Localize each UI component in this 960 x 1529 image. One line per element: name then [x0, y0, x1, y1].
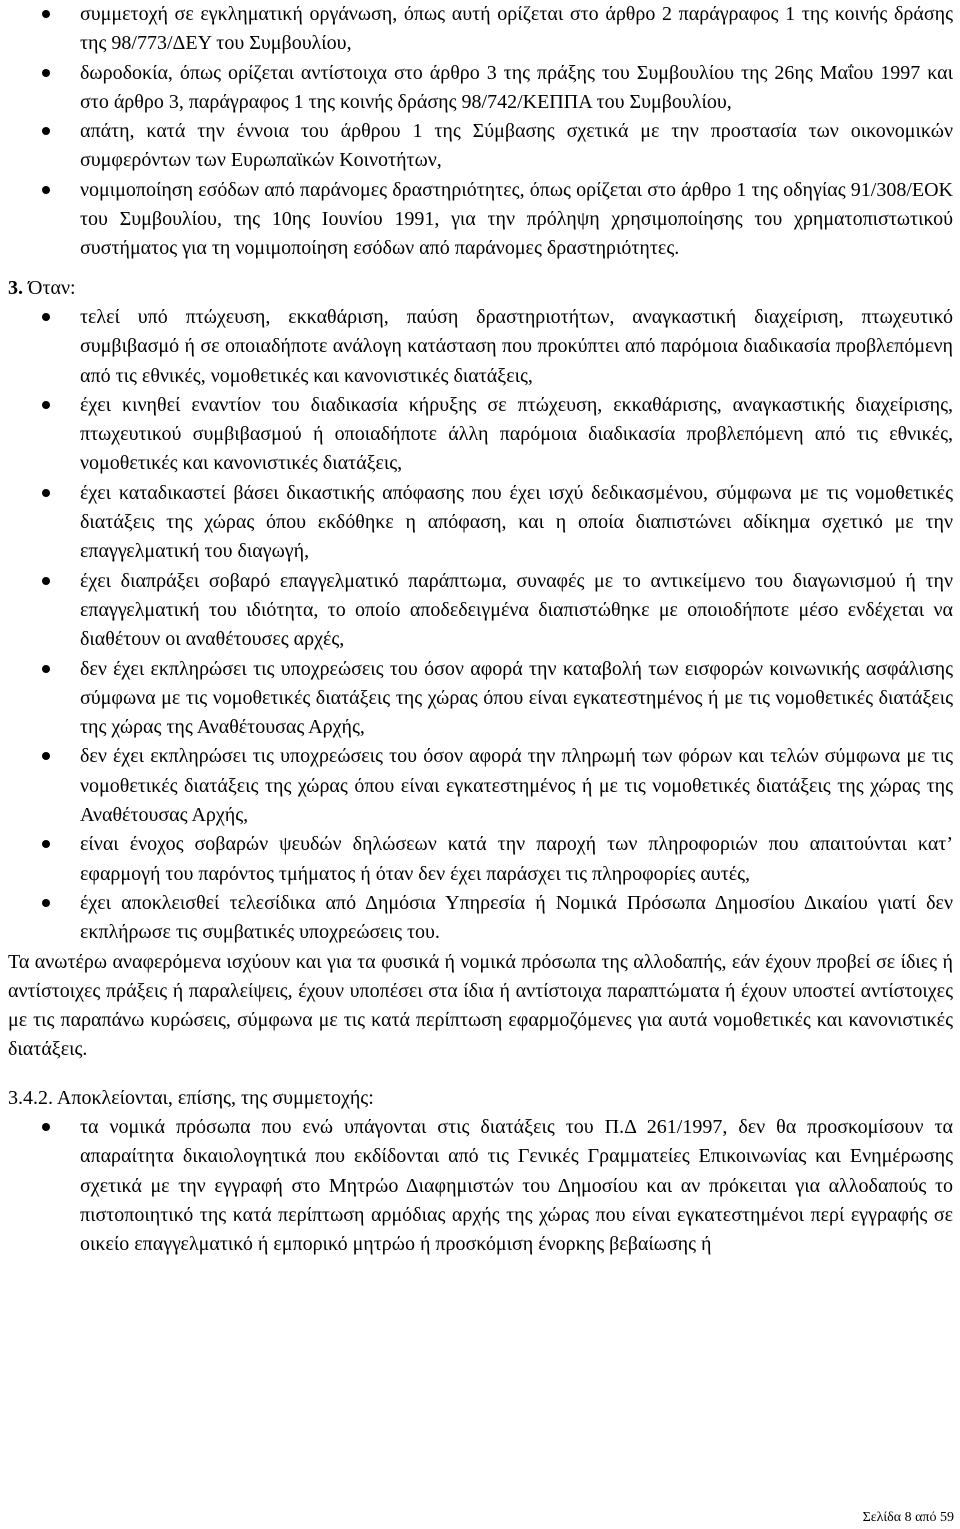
- list-item: τελεί υπό πτώχευση, εκκαθάριση, παύση δραστηριοτήτων, αναγκαστική διαχείριση, πτωχευτικό συμβιβασμό ή σε οποιαδήποτε ανάλογη κατάσταση που προκύπτει από παρόμοια διαδικασία προβλεπόμενη από τις εθνικές, νομοθετικές και κανονιστικές διατάξεις,: [8, 303, 953, 391]
- section-3-4-2-heading: 3.4.2. Αποκλείονται, επίσης, της συμμετοχής:: [8, 1086, 374, 1109]
- list-item: είναι ένοχος σοβαρών ψευδών δηλώσεων κατά την παροχή των πληροφοριών που απαιτούνται κατ’ εφαρμογή του παρόντος τμήματος ή όταν δεν έχει παράσχει τις πληροφορίες αυτές,: [8, 830, 953, 889]
- list-item: νομιμοποίηση εσόδων από παράνομες δραστηριότητες, όπως ορίζεται στο άρθρο 1 της οδηγίας 91/308/ΕΟΚ του Συμβουλίου, της 10ης Ιουνίου 1991, για την πρόληψη χρησιμοποίησης του χρηματοπιστωτικού συστήματος για τη νομιμοποίηση εσόδων από παράνομες δραστηριότητες.: [8, 176, 953, 264]
- page-number: Σελίδα 8 από 59: [862, 1510, 954, 1525]
- list-item: έχει κινηθεί εναντίον του διαδικασία κήρυξης σε πτώχευση, εκκαθάρισης, αναγκαστικής διαχείρισης, πτωχευτικού συμβιβασμού ή οποιαδήποτε άλλη παρόμοια διαδικασία προβλεπόμενη από τις εθνικές, νομοθετικές και κανονιστικές διατάξεις,: [8, 391, 953, 479]
- exclusion-conditions-list: [8, 303, 953, 948]
- offence-list: [8, 0, 953, 264]
- document-body: [8, 0, 953, 1259]
- list-item: συμμετοχή σε εγκληματική οργάνωση, όπως αυτή ορίζεται στο άρθρο 2 παράγραφος 1 της κοινής δράσης της 98/773/ΔΕΥ του Συμβουλίου,: [8, 0, 953, 59]
- list-item: έχει διαπράξει σοβαρό επαγγελματικό παράπτωμα, συναφές με το αντικείμενο του διαγωνισμού ή την επαγγελματική του ιδιότητα, το οποίο αποδεδειγμένα διαπιστώθηκε με οποιοδήποτε μέσο ενδέχεται να διαθέτουν οι αναθέτουσες αρχές,: [8, 567, 953, 655]
- list-item: δεν έχει εκπληρώσει τις υποχρεώσεις του όσον αφορά την πληρωμή των φόρων και τελών σύμφωνα με τις νομοθετικές διατάξεις της χώρας όπου είναι εγκατεστημένος ή με τις νομοθετικές διατάξεις της χώρας της Αναθέτουσας Αρχής,: [8, 742, 953, 830]
- list-item: έχει αποκλεισθεί τελεσίδικα από Δημόσια Υπηρεσία ή Νομικά Πρόσωπα Δημοσίου Δικαίου γιατί δεν εκπλήρωσε τις συμβατικές υποχρεώσεις του.: [8, 889, 953, 948]
- section-number: 3.: [8, 276, 23, 299]
- section-3-heading: [8, 264, 953, 303]
- list-item: τα νομικά πρόσωπα που ενώ υπάγονται στις διατάξεις του Π.Δ 261/1997, δεν θα προσκομίσουν τα απαραίτητα δικαιολογητικά που εκδίδονται από τις Γενικές Γραμματείες Επικοινωνίας και Ενημέρωσης σχετικά με την εγγραφή στο Μητρώο Διαφημιστών του Δημοσίου και αν πρόκειται για αλλοδαπούς το πιστοποιητικό της κατά περίπτωση αρμόδιας αρχής της χώρας που είναι εγκατεστημένοι περί εγγραφής σε οικείο επαγγελματικό ή εμπορικό μητρώο ή προσκόμιση ένορκης βεβαίωσης ή: [8, 1113, 953, 1259]
- list-item: δωροδοκία, όπως ορίζεται αντίστοιχα στο άρθρο 3 της πράξης του Συμβουλίου της 26ης Μαΐου 1997 και στο άρθρο 3, παράγραφος 1 της κοινής δράσης 98/742/ΚΕΠΠΑ του Συμβουλίου,: [8, 59, 953, 118]
- section-text: Όταν:: [28, 276, 76, 299]
- list-item: δεν έχει εκπληρώσει τις υποχρεώσεις του όσον αφορά την καταβολή των εισφορών κοινωνικής ασφάλισης σύμφωνα με τις νομοθετικές διατάξεις της χώρας όπου είναι εγκατεστημένος ή με τις νομοθετικές διατάξεις της χώρας της Αναθέτουσας Αρχής,: [8, 655, 953, 743]
- list-item: απάτη, κατά την έννοια του άρθρου 1 της Σύμβασης σχετικά με την προστασία των οικονομικών συμφερόντων των Ευρωπαϊκών Κοινοτήτων,: [8, 117, 953, 176]
- legal-entities-list: [8, 1113, 953, 1259]
- foreign-entities-paragraph: Τα ανωτέρω αναφερόμενα ισχύουν και για τα φυσικά ή νομικά πρόσωπα της αλλοδαπής, εάν έχουν προβεί σε ίδιες ή αντίστοιχες πράξεις ή παραλείψεις, έχουν υποπέσει στα ίδια ή αντίστοιχα παραπτώματα ή έχουν υποστεί αντίστοιχες με τις παραπάνω κυρώσεις, σύμφωνα με τις κατά περίπτωση εφαρμοζόμενες για αυτά νομοθετικές και κανονιστικές διατάξεις.: [8, 950, 953, 1061]
- list-item: έχει καταδικαστεί βάσει δικαστικής απόφασης που έχει ισχύ δεδικασμένου, σύμφωνα με τις νομοθετικές διατάξεις της χώρας όπου εκδόθηκε η απόφαση, και η οποία διαπιστώνει αδίκημα σχετικό με την επαγγελματική του διαγωγή,: [8, 479, 953, 567]
